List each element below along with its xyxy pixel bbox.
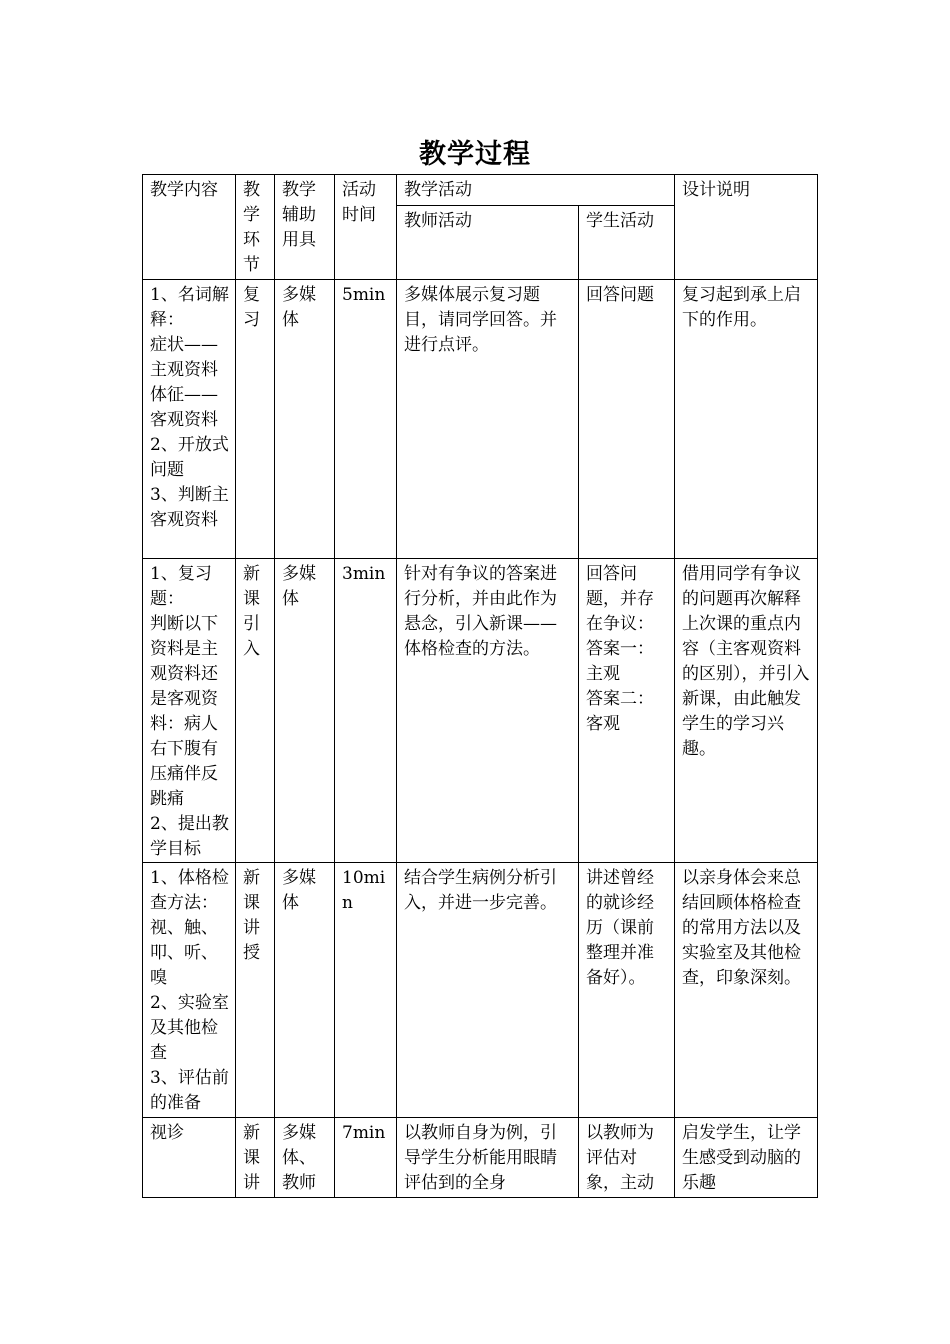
row-content: 1、名词解释： 症状——主观资料 体征——客观资料 2、开放式问题 3、判断主客观资料 [143, 280, 236, 559]
row-design: 借用同学有争议的问题再次解释上次课的重点内容（主客观资料的区别），并引入新课，由此触发学生的学习兴趣。 [675, 559, 818, 863]
row-student: 讲述曾经的就诊经历（课前整理并准备好）。 [579, 863, 675, 1118]
row-student: 回答问题 [579, 280, 675, 559]
header-design: 设计说明 [675, 175, 818, 280]
row-design: 复习起到承上启下的作用。 [675, 280, 818, 559]
row-student: 回答问题，并存在争议： 答案一：主观 答案二：客观 [579, 559, 675, 863]
row-stage: 新课讲 [236, 1118, 275, 1198]
header-content: 教学内容 [143, 175, 236, 280]
header-student: 学生活动 [579, 206, 675, 280]
row-design: 以亲身体会来总结回顾体格检查的常用方法以及实验室及其他检查，印象深刻。 [675, 863, 818, 1118]
row-aids: 多媒体 [275, 863, 335, 1118]
row-aids: 多媒体 [275, 280, 335, 559]
table-row [143, 559, 818, 863]
row-student: 以教师为评估对象，主动 [579, 1118, 675, 1198]
row-time: 5min [335, 280, 397, 559]
table-row [143, 280, 818, 559]
row-stage: 新课讲授 [236, 863, 275, 1118]
row-time: 3min [335, 559, 397, 863]
row-time: 10min [335, 863, 397, 1118]
table-header-row [143, 175, 818, 206]
row-stage: 新课引入 [236, 559, 275, 863]
table-row [143, 863, 818, 1118]
row-design: 启发学生，让学生感受到动脑的乐趣 [675, 1118, 818, 1198]
table-row [143, 1118, 818, 1198]
row-content: 视诊 [143, 1118, 236, 1198]
header-time: 活动时间 [335, 175, 397, 280]
page-title: 教学过程 [419, 139, 531, 170]
row-teacher: 针对有争议的答案进行分析，并由此作为悬念，引入新课——体格检查的方法。 [397, 559, 579, 863]
lesson-plan-table [142, 174, 818, 1198]
row-teacher: 多媒体展示复习题目，请同学回答。并进行点评。 [397, 280, 579, 559]
row-content: 1、体格检查方法：视、触、叩、听、嗅 2、实验室及其他检查 3、评估前的准备 [143, 863, 236, 1118]
row-teacher: 以教师自身为例，引导学生分析能用眼睛评估到的全身 [397, 1118, 579, 1198]
header-activities: 教学活动 [397, 175, 675, 206]
row-stage: 复习 [236, 280, 275, 559]
row-time: 7min [335, 1118, 397, 1198]
header-stage: 教学环节 [236, 175, 275, 280]
header-aids: 教学辅助用具 [275, 175, 335, 280]
row-aids: 多媒体、教师 [275, 1118, 335, 1198]
header-teacher: 教师活动 [397, 206, 579, 280]
row-content: 1、复习题： 判断以下资料是主观资料还是客观资料：病人右下腹有压痛伴反跳痛 2、提出教学目标 [143, 559, 236, 863]
row-teacher: 结合学生病例分析引入，并进一步完善。 [397, 863, 579, 1118]
row-aids: 多媒体 [275, 559, 335, 863]
